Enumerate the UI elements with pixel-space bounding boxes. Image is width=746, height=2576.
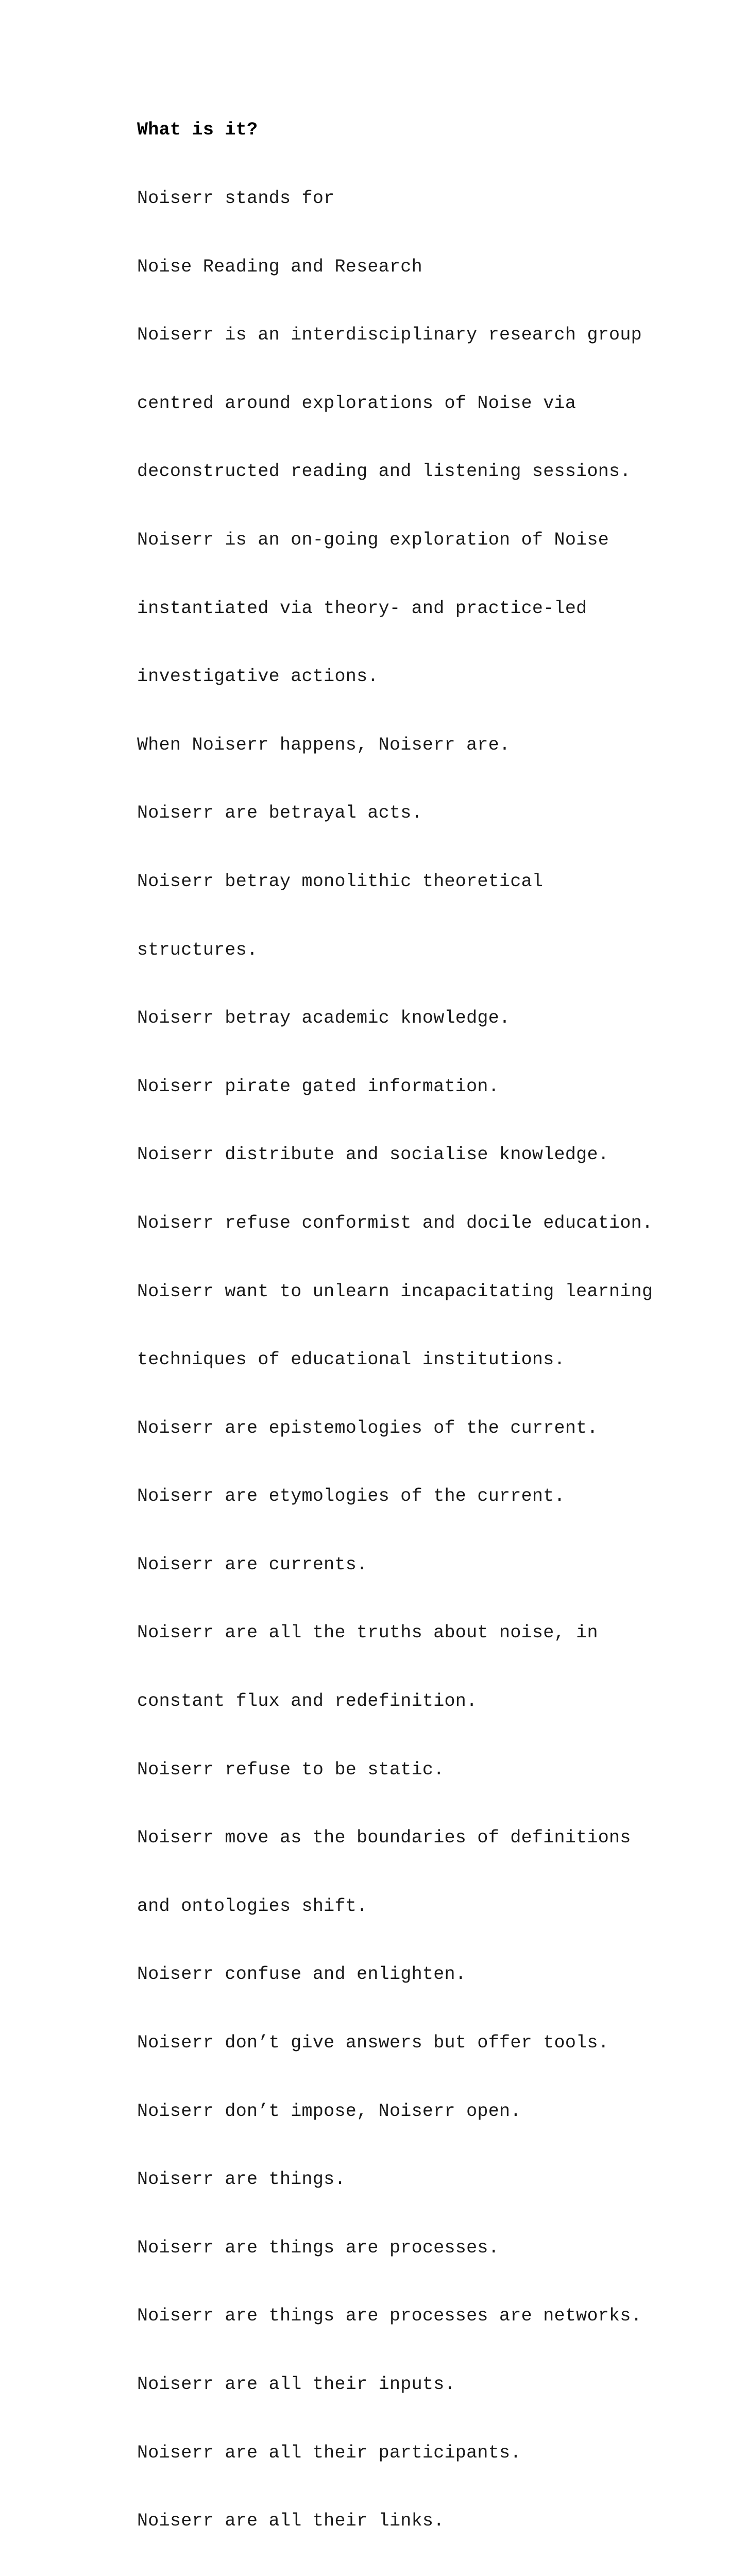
text-line: Noiserr is an on-going exploration of Noise xyxy=(137,529,609,550)
text-line: Noiserr betray monolithic theoretical xyxy=(137,871,544,892)
text-line: structures. xyxy=(137,939,258,960)
text-line: Noiserr distribute and socialise knowledge. xyxy=(137,1144,609,1165)
text-line: Noiserr confuse and enlighten. xyxy=(137,1964,467,1985)
text-line: centred around explorations of Noise via xyxy=(137,393,577,414)
text-line: Noise Reading and Research xyxy=(137,256,422,277)
text-line: Noiserr are all their participants. xyxy=(137,2442,521,2463)
text-line: Noiserr refuse to be static. xyxy=(137,1759,445,1780)
heading-what-is-it: What is it? xyxy=(137,120,258,141)
manifesto-text xyxy=(137,73,724,2576)
text-line: Noiserr are all their links. xyxy=(137,2511,445,2532)
text-line: Noiserr don’t impose, Noiserr open. xyxy=(137,2100,521,2122)
text-line: Noiserr are all their inputs. xyxy=(137,2374,455,2395)
text-line: Noiserr is an interdisciplinary research group xyxy=(137,325,642,346)
text-line: Noiserr don’t give answers but offer tools. xyxy=(137,2032,609,2054)
text-line: and ontologies shift. xyxy=(137,1895,368,1917)
text-line: deconstructed reading and listening sessions. xyxy=(137,461,631,482)
text-line: Noiserr are currents. xyxy=(137,1554,368,1575)
text-line: Noiserr are things are processes. xyxy=(137,2237,500,2258)
text-line: Noiserr betray academic knowledge. xyxy=(137,1008,511,1029)
text-line: instantiated via theory- and practice-led xyxy=(137,598,587,619)
text-line: Noiserr refuse conformist and docile education. xyxy=(137,1212,653,1233)
text-line: constant flux and redefinition. xyxy=(137,1691,478,1712)
text-line: techniques of educational institutions. xyxy=(137,1349,565,1370)
text-line: When Noiserr happens, Noiserr are. xyxy=(137,734,511,755)
text-line: Noiserr are epistemologies of the current. xyxy=(137,1417,598,1438)
text-line: Noiserr are things. xyxy=(137,2169,346,2190)
text-line: Noiserr are etymologies of the current. xyxy=(137,1486,565,1507)
text-line: Noiserr move as the boundaries of definitions xyxy=(137,1827,631,1849)
text-line: Noiserr want to unlearn incapacitating learning xyxy=(137,1281,653,1302)
text-line: Noiserr stands for xyxy=(137,188,335,209)
text-line: Noiserr are betrayal acts. xyxy=(137,803,422,824)
text-line: Noiserr are all the truths about noise, in xyxy=(137,1622,598,1643)
text-line: investigative actions. xyxy=(137,666,379,687)
text-line: Noiserr are things are processes are networks. xyxy=(137,2306,642,2327)
text-line: Noiserr pirate gated information. xyxy=(137,1076,500,1097)
